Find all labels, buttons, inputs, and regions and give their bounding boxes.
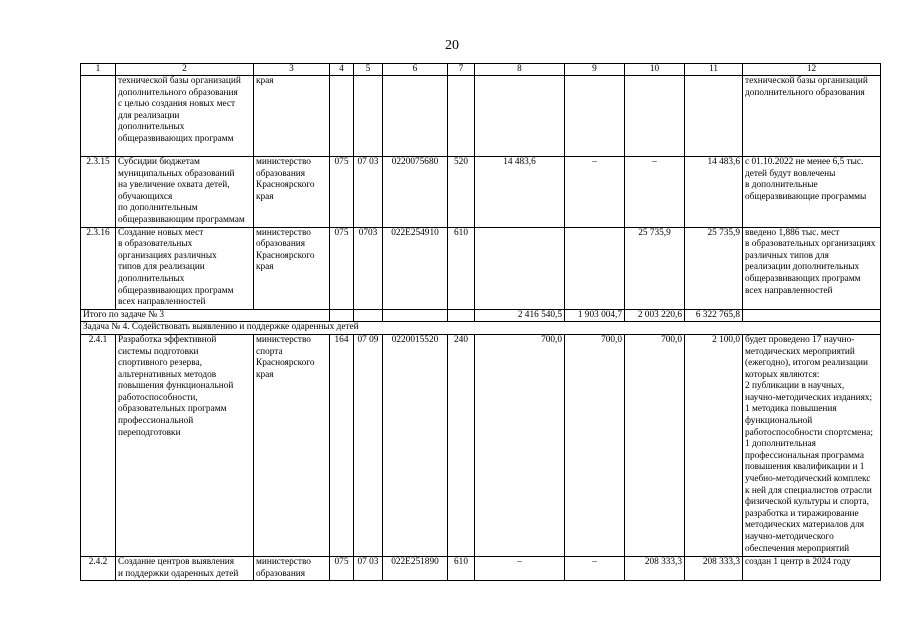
amount-total: 2 100,0 — [685, 334, 743, 556]
expense-type: 610 — [448, 556, 475, 580]
amount-year-3: 25 735,9 — [625, 227, 685, 309]
amount-year-2: 700,0 — [565, 334, 625, 556]
amount-total: 25 735,9 — [685, 227, 743, 309]
column-header: 8 — [475, 64, 565, 76]
column-header: 10 — [625, 64, 685, 76]
task-heading-row — [81, 322, 881, 335]
grbs-code: 164 — [330, 334, 354, 556]
table-row — [81, 334, 881, 556]
amount-year-3: 700,0 — [625, 334, 685, 556]
task-heading: Задача № 4. Содействовать выявлению и поддержке одаренных детей — [81, 322, 881, 335]
measure-name: Создание центров выявления и поддержки одаренных детей — [116, 556, 254, 580]
column-header: 9 — [565, 64, 625, 76]
expected-result: создан 1 центр в 2024 году — [743, 556, 881, 580]
target-code: 022E254910 — [383, 227, 448, 309]
expense-type: 240 — [448, 334, 475, 556]
expected-result: технической базы организаций дополнительного образования — [743, 76, 881, 157]
amount-year-3: 208 333,3 — [625, 556, 685, 580]
expense-type: 610 — [448, 227, 475, 309]
target-code: 0220075680 — [383, 157, 448, 228]
table-row — [81, 227, 881, 309]
expected-result: введено 1,886 тыс. мест в образовательных организациях различных типов для реализации дополнительных общеразвивающих программ всех направленностей — [743, 227, 881, 309]
amount-year-1 — [475, 227, 565, 309]
expected-result: будет проведено 17 научно- методических мероприятий (ежегодно), итогом реализации которых являются: 2 публикации в научных, научно-методических изданиях; 1 методика повышения функциональной работоспособности спортсмена; 1 дополнительная профессиональная программа повышения квалификации и 1 учебно-методический комплекс к ней для специалистов отрасли физической культуры и спорта, разработка и тиражирование методических материалов для научно-методического обеспечения мероприятий — [743, 334, 881, 556]
section-code: 07 03 — [354, 157, 383, 228]
row-number: 2.3.16 — [81, 227, 116, 309]
continued-row — [81, 76, 881, 157]
measure-name: Разработка эффективной системы подготовки спортивного резерва, альтернативных методов повышения функциональной работоспособности, образовательных программ профессиональной переподготовки — [116, 334, 254, 556]
grbs-code: 075 — [330, 556, 354, 580]
responsible-org: министерство спорта Красноярского края — [254, 334, 330, 556]
amount-year-1: – — [475, 556, 565, 580]
section-code: 0703 — [354, 227, 383, 309]
table-row — [81, 556, 881, 580]
measure-name: Субсидии бюджетам муниципальных образований на увеличение охвата детей, обучающихся по дополнительным общеразвивающим программам — [116, 157, 254, 228]
target-code: 022E251890 — [383, 556, 448, 580]
amount-year-3: – — [625, 157, 685, 228]
responsible-org: края — [254, 76, 330, 157]
measure-name: Создание новых мест в образовательных организациях различных типов для реализации дополнительных общеразвивающих программ всех направленностей — [116, 227, 254, 309]
amount-total: 208 333,3 — [685, 556, 743, 580]
column-header: 12 — [743, 64, 881, 76]
row-number: 2.3.15 — [81, 157, 116, 228]
amount-year-1: 700,0 — [475, 334, 565, 556]
expense-type: 520 — [448, 157, 475, 228]
expected-result: с 01.10.2022 не менее 6,5 тыс. детей будут вовлечены в дополнительные общеразвивающие программы — [743, 157, 881, 228]
column-header: 11 — [685, 64, 743, 76]
column-header: 6 — [383, 64, 448, 76]
grbs-code: 075 — [330, 227, 354, 309]
column-header: 1 — [81, 64, 116, 76]
row-number: 2.4.2 — [81, 556, 116, 580]
budget-measures-table — [80, 63, 881, 581]
row-number: 2.4.1 — [81, 334, 116, 556]
page-number: 20 — [445, 38, 459, 53]
subtotal-row — [81, 309, 881, 322]
subtotal-year-1: 2 416 540,5 — [475, 309, 565, 322]
amount-year-2: – — [565, 556, 625, 580]
subtotal-year-2: 1 903 004,7 — [565, 309, 625, 322]
column-header: 4 — [330, 64, 354, 76]
column-header: 3 — [254, 64, 330, 76]
measure-name: технической базы организаций дополнительного образования с целью создания новых мест для реализации дополнительных общеразвивающих программ — [116, 76, 254, 157]
target-code: 0220015520 — [383, 334, 448, 556]
responsible-org: министерство образования Красноярского края — [254, 157, 330, 228]
column-header: 2 — [116, 64, 254, 76]
amount-year-2: – — [565, 157, 625, 228]
column-header: 7 — [448, 64, 475, 76]
responsible-org: министерство образования — [254, 556, 330, 580]
section-code: 07 09 — [354, 334, 383, 556]
amount-year-1: 14 483,6 — [475, 157, 565, 228]
column-header-row — [81, 64, 881, 76]
grbs-code: 075 — [330, 157, 354, 228]
subtotal-total: 6 322 765,8 — [685, 309, 743, 322]
amount-total: 14 483,6 — [685, 157, 743, 228]
subtotal-year-3: 2 003 220,6 — [625, 309, 685, 322]
column-header: 5 — [354, 64, 383, 76]
subtotal-label: Итого по задаче № 3 — [81, 309, 330, 322]
section-code: 07 03 — [354, 556, 383, 580]
amount-year-2 — [565, 227, 625, 309]
responsible-org: министерство образования Красноярского края — [254, 227, 330, 309]
table-row — [81, 157, 881, 228]
